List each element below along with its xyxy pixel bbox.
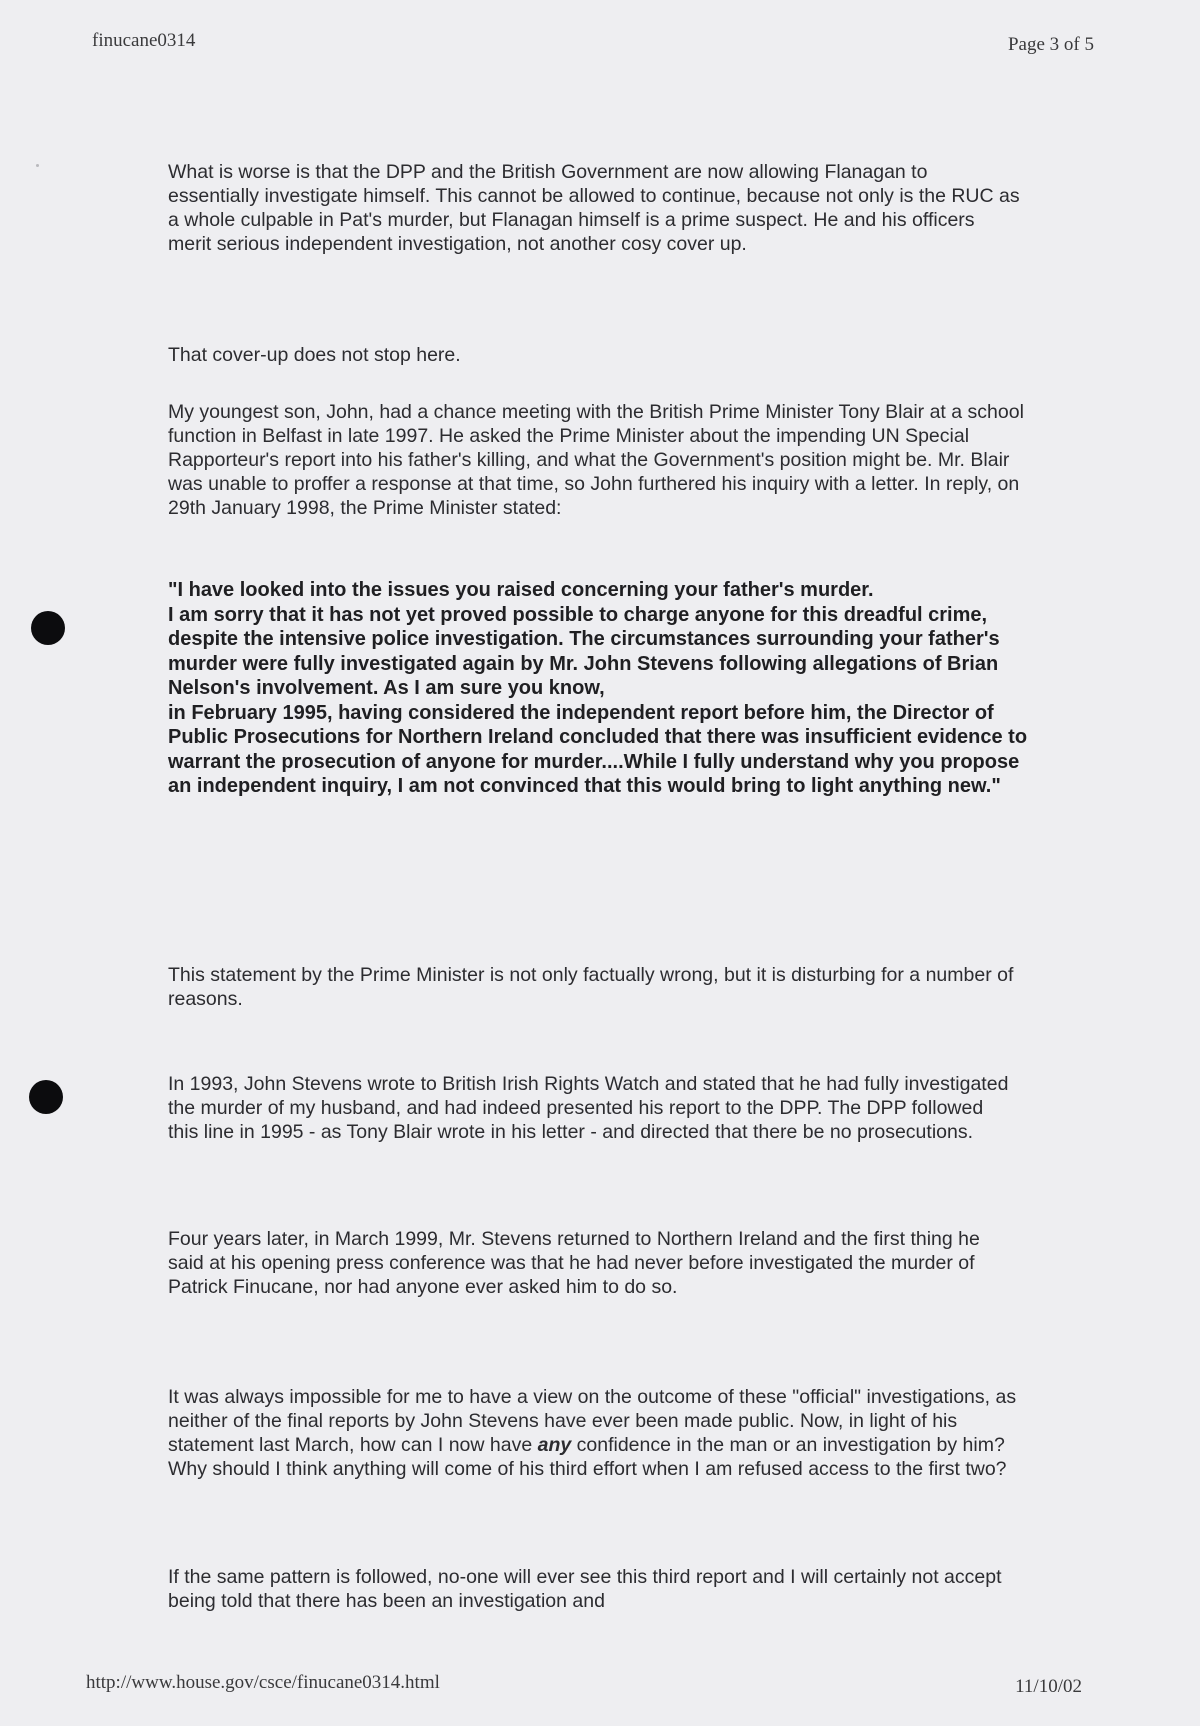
- source-url: http://www.house.gov/csce/finucane0314.html: [86, 1672, 440, 1693]
- paragraph-same-pattern: If the same pattern is followed, no-one will ever see this third report and I will certainly not accept being told that there has been an investigation and: [168, 1566, 1002, 1612]
- page-number: Page 3 of 5: [1007, 34, 1094, 55]
- document-id: finucane0314: [92, 30, 196, 51]
- paragraph-statement: This statement by the Prime Minister is not only factually wrong, but it is disturbing for a number of reasons.: [168, 964, 1014, 1010]
- margin-bullet-mark: [31, 611, 65, 645]
- paragraph-four-years-later: Four years later, in March 1999, Mr. Stevens returned to Northern Ireland and the first thing he said at his opening press conference was that he had never before investigated the murder of Patrick Finucane, nor had anyone ever asked him to do so.: [168, 1228, 980, 1298]
- prime-minister-quote: [168, 578, 1030, 799]
- paragraph-text-end: confidence in the man or an investigation by him? Why should I think anything will come of his third effort when I am refused access to the first two?: [168, 1434, 1007, 1480]
- margin-bullet-mark: [29, 1080, 63, 1114]
- print-date: 11/10/02: [1015, 1676, 1082, 1697]
- quote-line-intro: "I have looked into the issues you raised concerning your father's murder.: [168, 579, 874, 601]
- paragraph-official-investigations: [168, 1385, 1020, 1481]
- quote-line-dpp: in February 1995, having considered the independent report before him, the Director of Public Prosecutions for Northern Ireland concluded that there was insufficient evidence to warrant the prosecution of anyone for murder....While I fully understand why you propose an independent inquiry, I am not convinced that this would bring to light anything new.": [168, 701, 1028, 797]
- paragraph-john-meeting: My youngest son, John, had a chance meeting with the British Prime Minister Tony Blair at a school function in Belfast in late 1997. He asked the Prime Minister about the impending UN Special Rapporteur's report into his father's killing, and what the Government's position might be. Mr. Blair was unable to proffer a response at that time, so John furthered his inquiry with a letter. In reply, on 29th January 1998, the Prime Minister stated:: [168, 401, 1024, 519]
- paragraph-cover-up: That cover-up does not stop here.: [168, 344, 461, 366]
- emphasis-any: any: [537, 1434, 572, 1456]
- paragraph-text-start: It was always impossible for me to have a view on the outcome of these "official" investigations, as neither of the final reports by John Stevens have ever been made public. Now, in light of his statement last March, how can I now have: [168, 1386, 1017, 1456]
- paragraph-1993-stevens: In 1993, John Stevens wrote to British Irish Rights Watch and stated that he had fully investigated the murder of my husband, and had indeed presented his report to the DPP. The DPP followed this line in 1995 - as Tony Blair wrote in his letter - and directed that there be no prosecutions.: [168, 1073, 1009, 1143]
- paragraph-flanagan: What is worse is that the DPP and the British Government are now allowing Flanagan to essentially investigate himself. This cannot be allowed to continue, because not only is the RUC as a whole culpable in Pat's murder, but Flanagan himself is a prime suspect. He and his officers merit serious independent investigation, not another cosy cover up.: [168, 161, 1020, 255]
- scan-speck: [36, 164, 39, 167]
- quote-line-sorry: I am sorry that it has not yet proved possible to charge anyone for this dreadful crime, despite the intensive police investigation. The circumstances surrounding your father's murder were fully investigated again by Mr. John Stevens following allegations of Brian Nelson's involvement. As I am sure you know,: [168, 603, 1000, 699]
